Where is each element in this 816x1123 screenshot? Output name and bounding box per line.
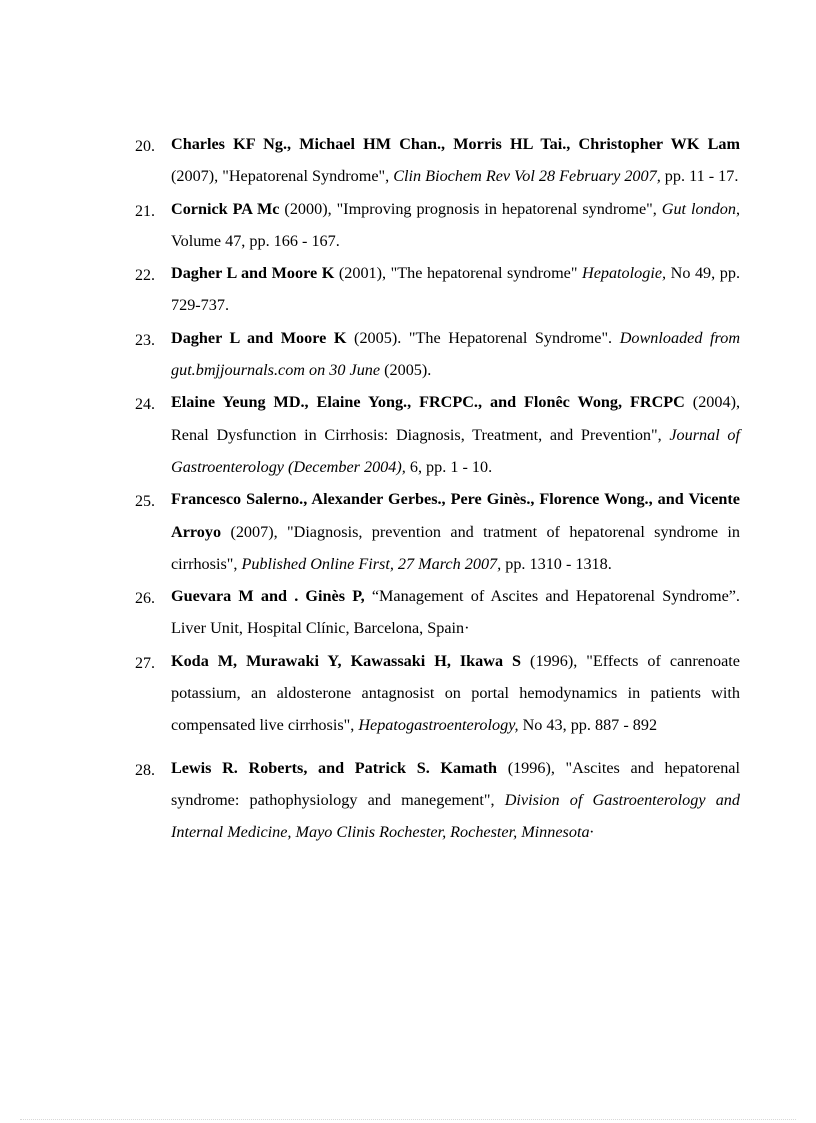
spacer [0, 742, 816, 752]
reference-item [135, 257, 740, 322]
reference-text [171, 483, 740, 580]
reference-details: (2005). "The Hepatorenal Syndrome". [346, 328, 620, 347]
reference-details: (2007), "Hepatorenal Syndrome", [171, 167, 394, 186]
reference-details: “Management of Ascites and Hepatorenal Syndrome”. Liver Unit, Hospital Clínic, Barcelona, Spain· [171, 587, 740, 638]
reference-item [135, 193, 740, 258]
reference-number: 28. [135, 761, 155, 779]
reference-item [135, 322, 741, 387]
reference-source: Gut london [661, 199, 736, 218]
reference-authors: Francesco Salerno., Alexander Gerbes., Pere Ginès., Florence Wong., and Vicente Arroyo [171, 490, 740, 541]
reference-pages: 6, pp. 1 - 10. [405, 457, 493, 476]
reference-number: 25. [135, 493, 155, 511]
reference-pages: , Volume 47, pp. 166 - 167. [171, 199, 740, 250]
reference-number: 27. [135, 654, 155, 672]
reference-source: Published Online First, 27 March 2007, [241, 554, 502, 573]
reference-authors: Koda M, Murawaki Y, Kawassaki H, Ikawa S [171, 651, 522, 670]
reference-authors: Guevara M and . Ginès P, [171, 587, 365, 606]
reference-details: (2004), Renal Dysfunction in Cirrhosis: Diagnosis, Treatment, and Prevention", [171, 393, 741, 444]
reference-pages: pp. 11 - 17. [660, 167, 739, 186]
reference-details: (2000), "Improving prognosis in hepatorenal syndrome", [279, 199, 662, 218]
reference-source: Division of Gastroenterology and Internal Medicine, Mayo Clinis Rochester, Rochester, Minnesota· [171, 790, 740, 842]
reference-source: Hepatologie, [582, 264, 667, 283]
reference-number: 23. [135, 331, 155, 349]
page-bottom-border [20, 1119, 796, 1120]
reference-number: 22. [135, 267, 155, 285]
reference-source: Journal of Gastroenterology (December 2004), [171, 425, 741, 476]
reference-details: (2001), "The hepatorenal syndrome" [334, 264, 582, 283]
reference-item [135, 483, 740, 580]
reference-pages: No 43, pp. 887 - 892 [518, 716, 658, 735]
reference-number: 26. [135, 590, 155, 608]
reference-details: (2007), "Diagnosis, prevention and tratment of hepatorenal syndrome in cirrhosis", [171, 522, 740, 573]
reference-text [171, 645, 740, 742]
reference-authors: Cornick PA Mc [171, 199, 280, 218]
reference-text [171, 257, 740, 322]
reference-authors: Charles KF Ng., Michael HM Chan., Morris HL Tai., Christopher WK Lam [171, 135, 740, 153]
reference-authors: Dagher L and Moore K [171, 264, 335, 283]
reference-authors: Lewis R. Roberts, and Patrick S. Kamath [171, 758, 498, 777]
reference-item [135, 128, 740, 193]
reference-number: 24. [135, 396, 155, 414]
reference-source: Clin Biochem Rev Vol 28 February 2007, [393, 167, 661, 186]
reference-item [135, 645, 740, 742]
reference-source: Hepatogastroenterology, [358, 716, 519, 735]
reference-item [135, 752, 740, 849]
reference-pages: No 49, pp. 729-737. [171, 264, 740, 315]
reference-text [171, 322, 740, 387]
reference-item [135, 580, 740, 645]
reference-details: (1996), "Effects of canrenoate potassium, an aldosterone antagnosist on portal hemodynamics in patients with compensated live cirrhosis", [171, 651, 740, 735]
reference-number: 20. [135, 138, 155, 155]
reference-authors: Elaine Yeung MD., Elaine Yong., FRCPC., and Flonêc Wong, FRCPC [171, 393, 685, 412]
reference-pages: pp. 1310 - 1318. [501, 554, 612, 573]
reference-text [171, 580, 740, 645]
reference-pages: (2005). [380, 361, 432, 380]
reference-source: Downloaded from gut.bmjjournals.com on 30 June [171, 328, 741, 380]
reference-text [171, 752, 740, 849]
reference-text [171, 386, 740, 483]
reference-item [135, 386, 741, 483]
reference-authors: Dagher L and Moore K [171, 328, 347, 347]
reference-text [171, 128, 740, 193]
reference-number: 21. [135, 202, 155, 220]
reference-details: (1996), "Ascites and hepatorenal syndrome: pathophysiology and manegement", [171, 758, 740, 809]
reference-list [0, 128, 816, 849]
reference-text [171, 193, 740, 258]
